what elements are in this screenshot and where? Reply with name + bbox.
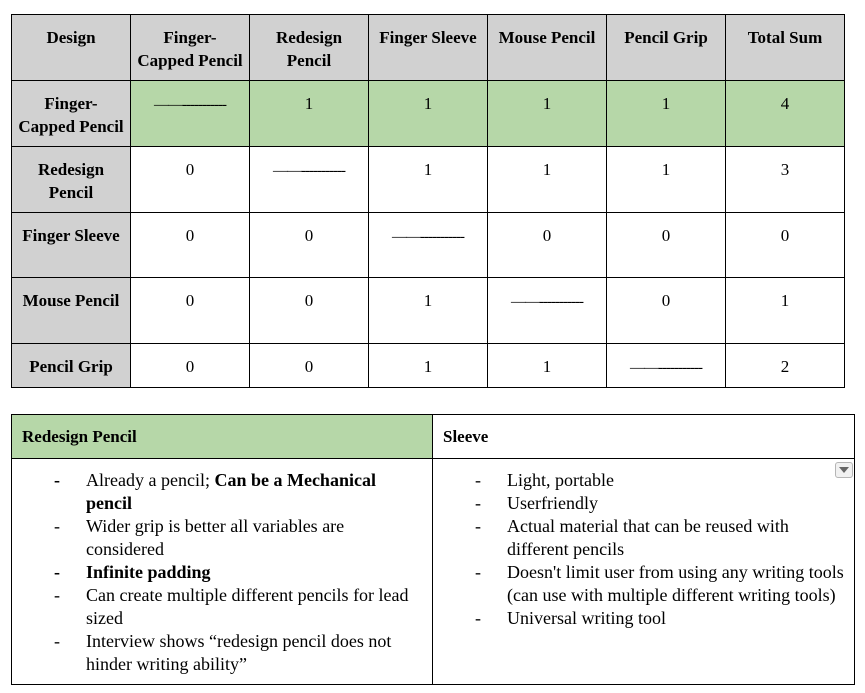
- list-item-text: Userfriendly: [507, 493, 598, 513]
- bullet-dash: -: [475, 608, 481, 628]
- list-item-text: Actual material that can be reused with different pencils: [507, 516, 789, 559]
- matrix-cell: [369, 213, 488, 278]
- list-item: [433, 492, 844, 515]
- matrix-col-header: Finger-Capped Pencil: [131, 15, 250, 81]
- matrix-cell: 0: [131, 344, 250, 388]
- matrix-cell: 0: [250, 344, 369, 388]
- matrix-cell: 1: [250, 81, 369, 147]
- matrix-cell: 1: [369, 344, 488, 388]
- matrix-header-row: [12, 15, 845, 81]
- matrix-row: [12, 344, 845, 388]
- matrix-cell: 1: [607, 147, 726, 213]
- matrix-cell-dash: ——-----------: [511, 294, 583, 310]
- list-item-text: Universal writing tool: [507, 608, 666, 628]
- bullet-dash: -: [475, 516, 481, 536]
- matrix-cell-total: 1: [726, 278, 845, 344]
- list-item: [433, 561, 844, 607]
- bullet-dash: -: [54, 585, 60, 605]
- list-item: [12, 584, 422, 630]
- matrix-row-header: Mouse Pencil: [12, 278, 131, 344]
- matrix-col-header: Pencil Grip: [607, 15, 726, 81]
- matrix-cell-dash: ——-----------: [154, 97, 226, 113]
- list-item-text: Interview shows “redesign pencil does not hinder writing ability”: [86, 631, 392, 674]
- matrix-cell: 1: [488, 81, 607, 147]
- matrix-cell-total: 4: [726, 81, 845, 147]
- matrix-cell: 0: [250, 213, 369, 278]
- matrix-row-header: Finger Sleeve: [12, 213, 131, 278]
- sleeve-notes: [433, 459, 855, 685]
- redesign-pencil-heading: Redesign Pencil: [12, 415, 433, 459]
- matrix-cell-dash: ——-----------: [392, 229, 464, 245]
- matrix-col-header: Finger Sleeve: [369, 15, 488, 81]
- decision-matrix-table: [11, 14, 845, 388]
- redesign-pencil-notes: [12, 459, 433, 685]
- matrix-cell-dash: ——-----------: [273, 163, 345, 179]
- matrix-cell: [607, 344, 726, 388]
- list-item: [433, 515, 844, 561]
- bullet-dash: -: [475, 470, 481, 490]
- list-item: [433, 607, 844, 630]
- matrix-cell: 0: [607, 213, 726, 278]
- matrix-row: [12, 278, 845, 344]
- matrix-cell: [250, 147, 369, 213]
- matrix-row-header: Finger-Capped Pencil: [12, 81, 131, 147]
- matrix-row: [12, 81, 845, 147]
- matrix-row: [12, 213, 845, 278]
- bullet-dash: -: [54, 470, 60, 490]
- matrix-cell-total: 0: [726, 213, 845, 278]
- bullet-dash: -: [54, 562, 60, 582]
- matrix-row: [12, 147, 845, 213]
- bullet-dash: -: [475, 493, 481, 513]
- matrix-cell: [131, 81, 250, 147]
- redesign-pencil-list: [12, 469, 422, 676]
- matrix-cell: 0: [488, 213, 607, 278]
- list-item-text: Doesn't limit user from using any writing tools (can use with multiple different writing tools): [507, 562, 844, 605]
- list-item: [433, 469, 844, 492]
- matrix-cell: 0: [607, 278, 726, 344]
- sleeve-heading: Sleeve: [433, 415, 855, 459]
- matrix-cell: 0: [131, 213, 250, 278]
- list-item: [12, 561, 422, 584]
- matrix-cell: 0: [131, 278, 250, 344]
- matrix-cell: 1: [369, 147, 488, 213]
- bullet-dash: -: [54, 631, 60, 651]
- matrix-cell: 0: [131, 147, 250, 213]
- comparison-table: [11, 414, 855, 685]
- matrix-col-header: Total Sum: [726, 15, 845, 81]
- list-item: [12, 469, 422, 515]
- matrix-col-header: Design: [12, 15, 131, 81]
- list-item-text: Can create multiple different pencils for lead sized: [86, 585, 409, 628]
- list-item: [12, 630, 422, 676]
- matrix-cell: [488, 278, 607, 344]
- comparison-header-row: [12, 415, 855, 459]
- list-item-text: Wider grip is better all variables are considered: [86, 516, 345, 559]
- bullet-dash: -: [54, 516, 60, 536]
- matrix-col-header: Redesign Pencil: [250, 15, 369, 81]
- matrix-col-header: Mouse Pencil: [488, 15, 607, 81]
- comparison-body-row: [12, 459, 855, 685]
- matrix-cell: 0: [250, 278, 369, 344]
- matrix-cell: 1: [488, 147, 607, 213]
- list-item: [12, 515, 422, 561]
- matrix-row-header: Pencil Grip: [12, 344, 131, 388]
- matrix-row-header: Redesign Pencil: [12, 147, 131, 213]
- matrix-cell: 1: [369, 81, 488, 147]
- list-item-text: Light, portable: [507, 470, 614, 490]
- matrix-cell: 1: [369, 278, 488, 344]
- list-item-text: Already a pencil;: [86, 470, 215, 490]
- list-item-bold-text: Infinite padding: [86, 562, 211, 582]
- matrix-cell-dash: ——-----------: [630, 360, 702, 376]
- sleeve-list: [433, 469, 844, 630]
- matrix-cell-total: 2: [726, 344, 845, 388]
- list-item-bold-text: Can be a Mechanical pencil: [86, 470, 376, 513]
- matrix-cell-total: 3: [726, 147, 845, 213]
- matrix-cell: 1: [488, 344, 607, 388]
- bullet-dash: -: [475, 562, 481, 582]
- matrix-cell: 1: [607, 81, 726, 147]
